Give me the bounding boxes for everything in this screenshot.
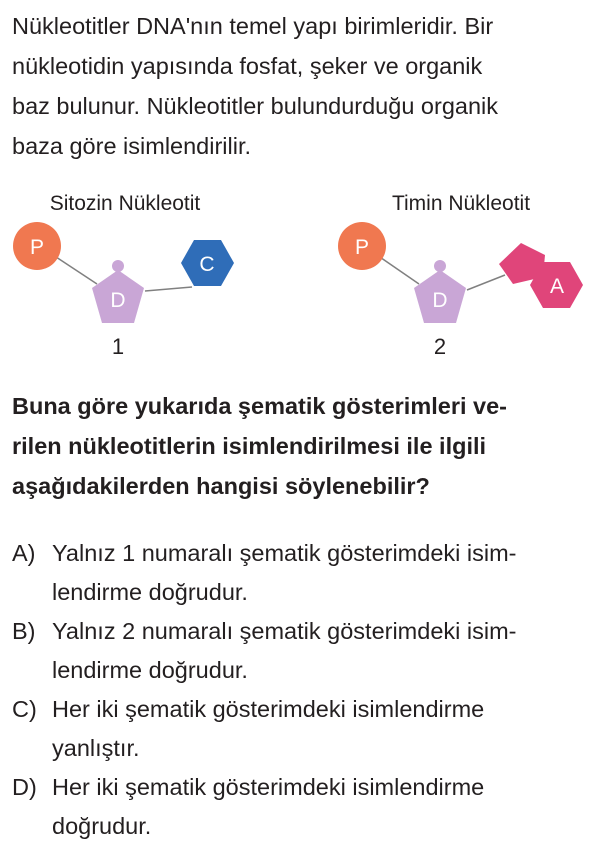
option-text-line: doğrudur. xyxy=(52,813,152,839)
option-text-line: lendirme doğrudur. xyxy=(52,579,248,605)
option-letter: B) xyxy=(12,618,36,644)
sugar-base-bond xyxy=(145,287,192,291)
option-text-line: Yalnız 1 numaralı şematik gösterimdeki isim- xyxy=(52,540,517,566)
option-letter: A) xyxy=(12,540,36,566)
option-a[interactable] xyxy=(12,534,588,612)
intro-line: baz bulunur. Nükleotitler bulundurduğu organik xyxy=(12,93,498,119)
intro-line: nükleotidin yapısında fosfat, şeker ve organik xyxy=(12,53,483,79)
intro-paragraph xyxy=(12,6,588,166)
option-c[interactable] xyxy=(12,690,588,768)
option-text-line: Her iki şematik gösterimdeki isimlendirme xyxy=(52,696,485,722)
option-letter: D) xyxy=(12,774,37,800)
question-stem xyxy=(12,386,588,506)
intro-line: baza göre isimlendirilir. xyxy=(12,133,252,159)
left-nucleotide-title: Sitozin Nükleotit xyxy=(49,192,201,215)
right-nucleotide xyxy=(338,192,583,359)
question-line: rilen nükleotitlerin isimlendirilmesi ile ilgili xyxy=(12,433,487,459)
nucleotide-number: 2 xyxy=(433,334,447,359)
right-nucleotide-title: Timin Nükleotit xyxy=(391,192,531,215)
question-line: Buna göre yukarıda şematik gösterimleri ve- xyxy=(12,393,507,419)
sugar-base-bond xyxy=(467,275,505,290)
option-text-line: Yalnız 2 numaralı şematik gösterimdeki isim- xyxy=(52,618,517,644)
base-label: C xyxy=(199,253,215,276)
option-text-line: Her iki şematik gösterimdeki isimlendirme xyxy=(52,774,485,800)
nucleotide-number: 1 xyxy=(111,334,125,359)
sugar-label: D xyxy=(110,289,126,312)
option-b[interactable] xyxy=(12,612,588,690)
answer-options xyxy=(12,534,588,846)
question-line: aşağıdakilerden hangisi söylenebilir? xyxy=(12,473,430,499)
left-nucleotide xyxy=(13,192,234,359)
phosphate-label: P xyxy=(354,236,370,259)
option-text-line: lendirme doğrudur. xyxy=(52,657,248,683)
option-letter: C) xyxy=(12,696,37,722)
phosphate-label: P xyxy=(29,236,45,259)
sugar-label: D xyxy=(432,289,448,312)
nucleotide-diagram xyxy=(0,180,604,370)
base-label: A xyxy=(549,275,565,298)
option-text-line: yanlıştır. xyxy=(52,735,140,761)
option-d[interactable] xyxy=(12,768,588,846)
intro-line: Nükleotitler DNA'nın temel yapı birimleridir. Bir xyxy=(12,13,494,39)
